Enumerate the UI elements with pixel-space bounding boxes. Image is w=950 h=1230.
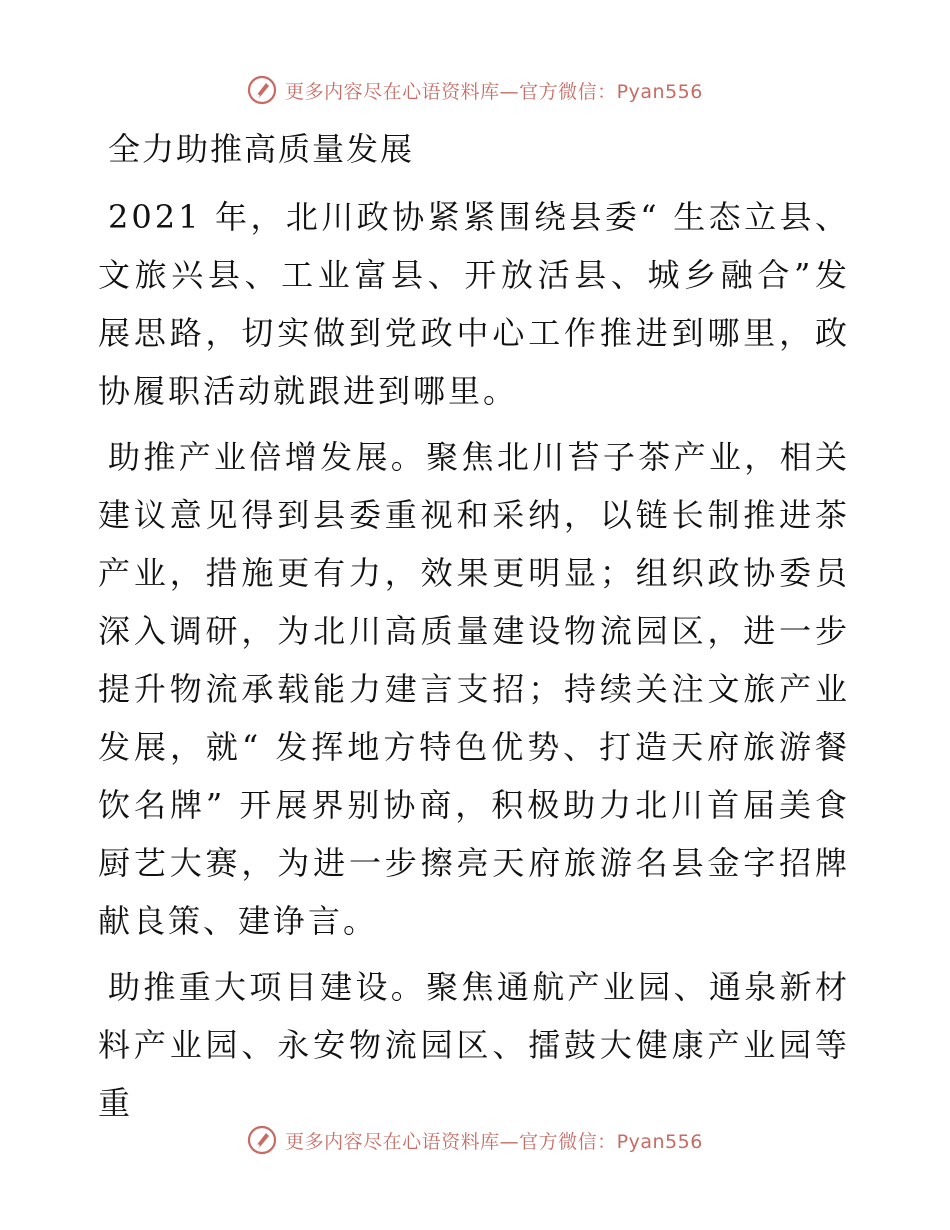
- watermark-footer: [0, 1120, 950, 1160]
- paragraph-intro: 2021 年，北川政协紧紧围绕县委“ 生态立县、文旅兴县、工业富县、开放活县、城乡融合”发展思路，切实做到党政中心工作推进到哪里，政协履职活动就跟进到哪里。: [98, 198, 850, 410]
- watermark-text: 更多内容尽在心语资料库—官方微信：Pyan556: [285, 1130, 703, 1153]
- watermark-text: 更多内容尽在心语资料库—官方微信：Pyan556: [285, 80, 703, 103]
- pen-nib-logo-icon: [247, 75, 277, 105]
- section-heading: 全力助推高质量发展: [108, 130, 415, 168]
- paragraph-projects: 助推重大项目建设。聚焦通航产业园、通泉新材料产业园、永安物流园区、擂鼓大健康产业园等重: [98, 968, 850, 1122]
- document-body: [98, 120, 850, 1140]
- pen-nib-logo-icon: [247, 1125, 277, 1155]
- paragraph-industry: 助推产业倍增发展。聚焦北川苔子茶产业，相关建议意见得到县委重视和采纳，以链长制推进茶产业，措施更有力，效果更明显；组织政协委员深入调研，为北川高质量建设物流园区，进一步提升物流承载能力建言支招；持续关注文旅产业发展，就“ 发挥地方特色优势、打造天府旅游餐饮名牌” 开展界别协商，积极助力北川首届美食厨艺大赛，为进一步擦亮天府旅游名县金字招牌献良策、建诤言。: [98, 438, 850, 940]
- watermark-header: [0, 70, 950, 110]
